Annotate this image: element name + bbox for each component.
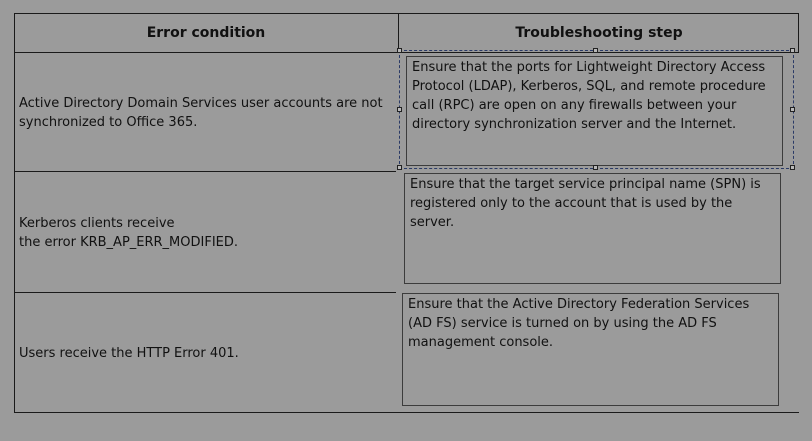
resize-handle-top-left[interactable] [397,48,402,53]
troubleshooting-step-slot-1[interactable]: Ensure that the ports for Lightweight Directory Access Protocol (LDAP), Kerberos, SQL, and remote procedure call (RPC) are open on any firewalls between your directory synchronization server and the Internet. [406,56,783,166]
row-divider-1 [14,171,396,172]
troubleshooting-step-slot-3[interactable]: Ensure that the Active Directory Federation Services (AD FS) service is turned on by using the AD FS management console. [402,293,779,406]
table-border-left [14,13,15,413]
table-border-bottom [14,412,799,413]
row-divider-2 [14,292,396,293]
header-troubleshooting-step: Troubleshooting step [515,25,683,41]
resize-handle-bottom-right[interactable] [790,165,795,170]
error-condition-row-2 [19,214,389,252]
table-border-top [14,13,799,14]
resize-handle-top-center[interactable] [593,48,598,53]
header-divider [14,52,799,53]
error-condition-row-3: Users receive the HTTP Error 401. [19,346,239,361]
resize-handle-middle-left[interactable] [397,107,402,112]
resize-handle-middle-right[interactable] [790,107,795,112]
troubleshooting-table [14,13,799,414]
header-error-condition: Error condition [146,25,266,41]
troubleshooting-step-slot-2[interactable]: Ensure that the target service principal name (SPN) is registered only to the account that is used by the server. [404,173,781,284]
error-condition-row-2-line-1: Kerberos clients receive [19,216,175,231]
error-condition-row-1: Active Directory Domain Services user accounts are not synchronized to Office 365. [19,96,383,130]
error-condition-row-2-line-2: the error KRB_AP_ERR_MODIFIED. [19,235,239,250]
resize-handle-bottom-left[interactable] [397,165,402,170]
resize-handle-top-right[interactable] [790,48,795,53]
resize-handle-bottom-center[interactable] [593,165,598,170]
